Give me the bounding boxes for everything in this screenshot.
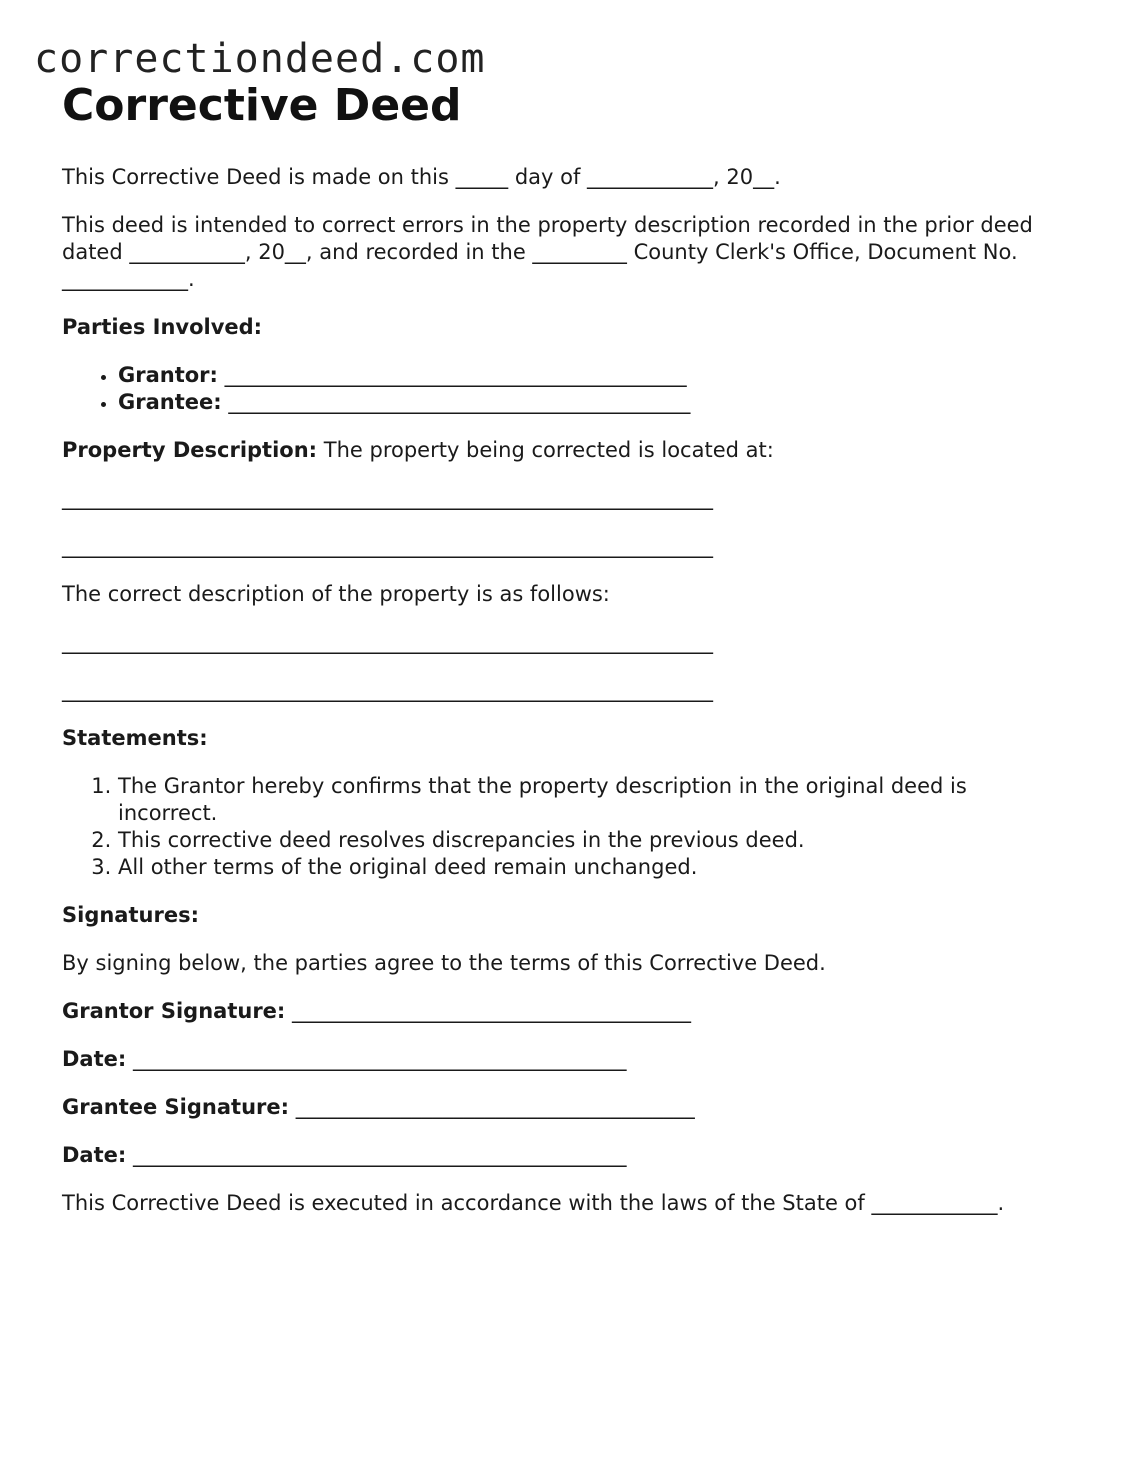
correct-line-2: ______________________________________________________________ (62, 678, 713, 702)
grantor-date-line (62, 1046, 1072, 1073)
property-line-2: ______________________________________________________________ (62, 534, 713, 558)
page-title: Corrective Deed (62, 80, 462, 131)
grantee-label: Grantee: (118, 390, 222, 414)
list-item (118, 362, 1072, 389)
list-item (118, 389, 1072, 416)
correct-line-1: ______________________________________________________________ (62, 630, 713, 654)
grantee-signature-line (62, 1094, 1072, 1121)
closing-paragraph: This Corrective Deed is executed in accordance with the laws of the State of ____________. (62, 1191, 1005, 1215)
grantor-label: Grantor: (118, 363, 218, 387)
property-line-1: ______________________________________________________________ (62, 486, 713, 510)
grantee-blank: ____________________________________________ (228, 390, 691, 414)
grantee-date-label: Date: (62, 1143, 127, 1167)
grantor-signature-blank: ______________________________________ (292, 999, 691, 1023)
grantor-signature-label: Grantor Signature: (62, 999, 286, 1023)
grantor-date-label: Date: (62, 1047, 127, 1071)
property-description-paragraph (62, 437, 1072, 464)
property-description-text: The property being corrected is located at: (317, 438, 774, 462)
grantor-signature-line (62, 998, 1072, 1025)
grantee-signature-blank: ______________________________________ (295, 1095, 695, 1119)
statements-heading: Statements: (62, 726, 208, 750)
grantor-date-blank: _______________________________________________ (132, 1047, 627, 1071)
correct-description-text: The correct description of the property is as follows: (62, 582, 610, 606)
grantee-date-blank: _______________________________________________ (132, 1143, 627, 1167)
parties-list (62, 362, 1072, 416)
signatures-text: By signing below, the parties agree to the terms of this Corrective Deed. (62, 951, 826, 975)
list-item: 3. All other terms of the original deed remain unchanged. (118, 854, 1072, 881)
site-watermark: correctiondeed.com (34, 36, 486, 82)
grantee-date-line (62, 1142, 1072, 1169)
statements-list (62, 773, 1072, 881)
signatures-heading: Signatures: (62, 903, 199, 927)
grantor-blank: ____________________________________________ (224, 363, 687, 387)
list-item: 2. This corrective deed resolves discrepancies in the previous deed. (118, 827, 1072, 854)
deed-document (62, 78, 1072, 1238)
parties-heading: Parties Involved: (62, 315, 263, 339)
list-item: 1. The Grantor hereby confirms that the property description in the original deed is incorrect. (118, 773, 1072, 827)
purpose-paragraph: This deed is intended to correct errors in the property description recorded in the prior deed dated ___________, 20__, and recorded in the _________ County Clerk's Office, Document No. ____________. (62, 213, 1033, 291)
grantee-signature-label: Grantee Signature: (62, 1095, 290, 1119)
intro-paragraph: This Corrective Deed is made on this _____ day of ____________, 20__. (62, 165, 781, 189)
property-description-label: Property Description: (62, 438, 318, 462)
